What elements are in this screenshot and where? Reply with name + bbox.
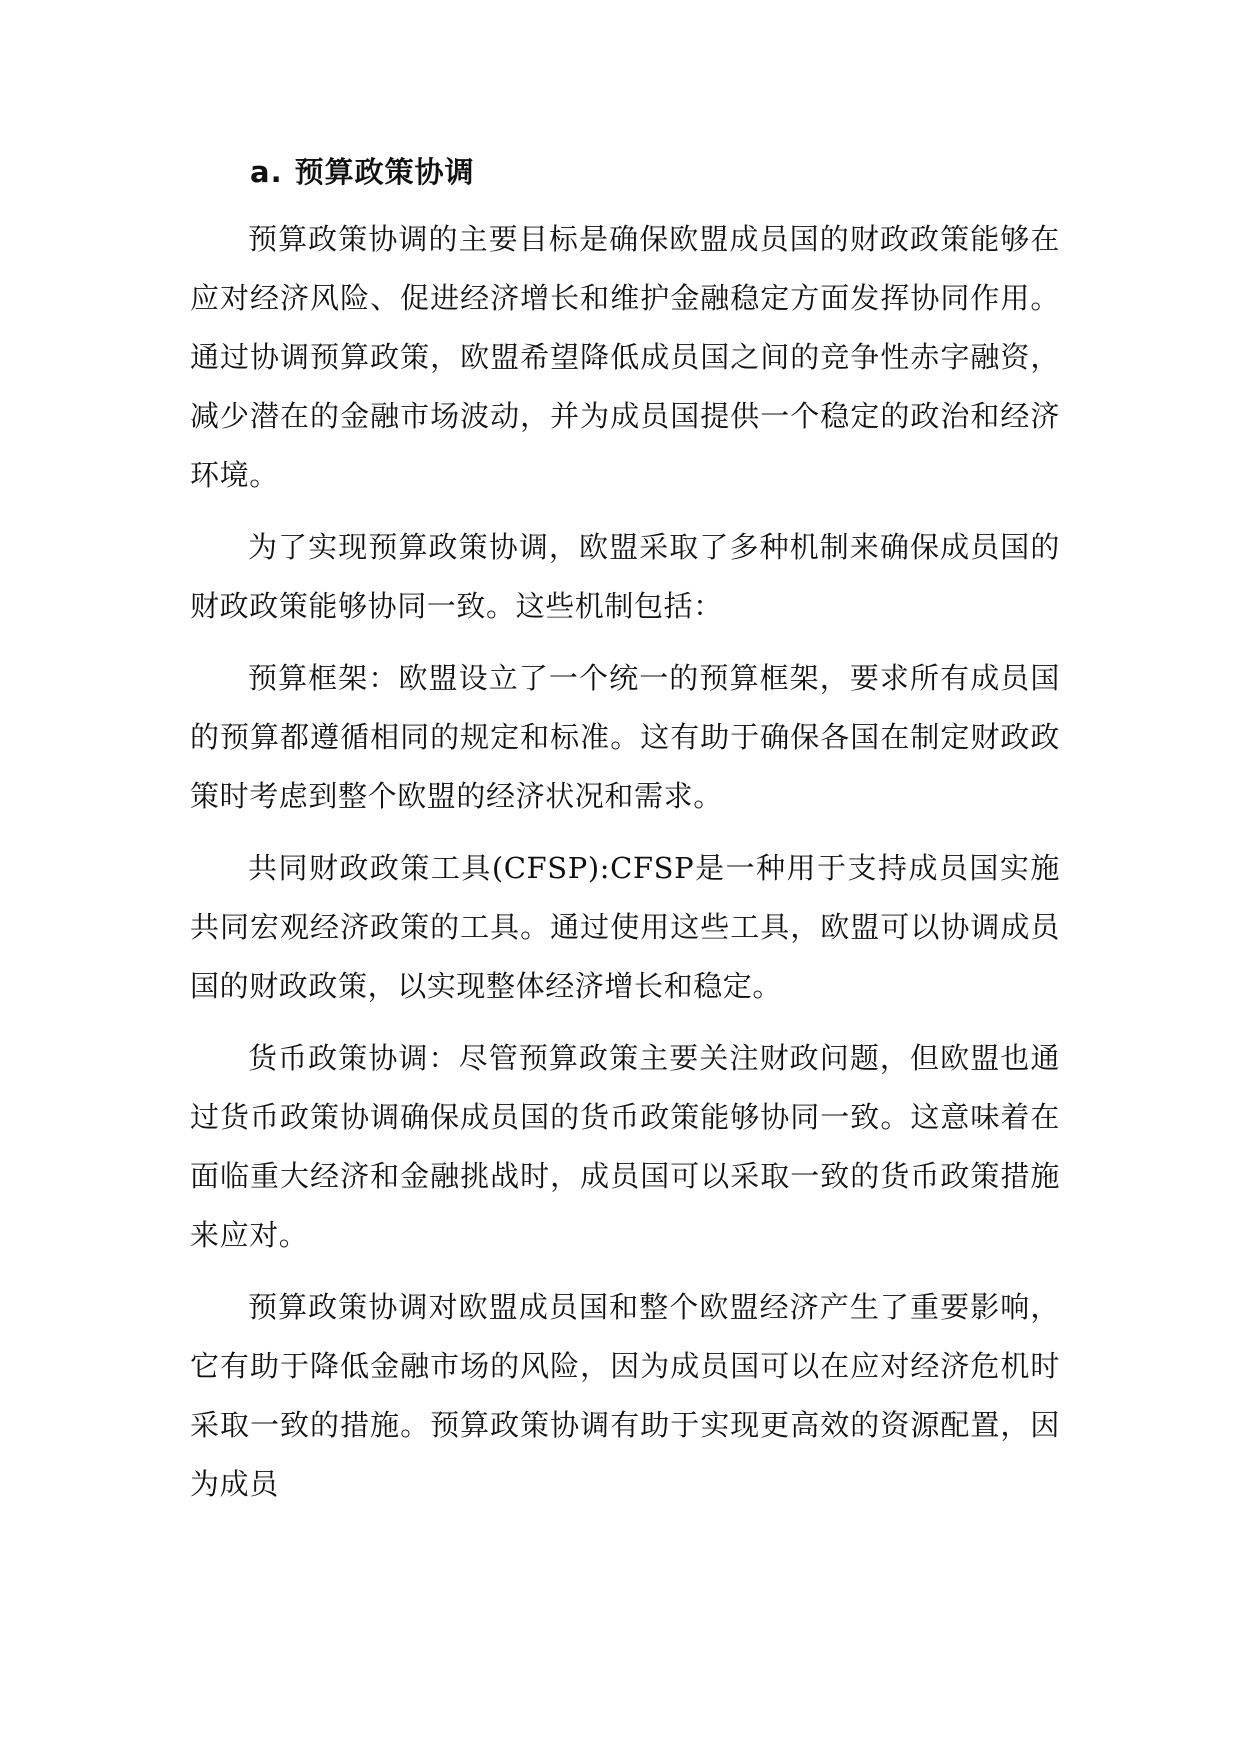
document-body: [190, 148, 1060, 1527]
paragraph-impact: 预算政策协调对欧盟成员国和整个欧盟经济产生了重要影响，它有助于降低金融市场的风险，因为成员国可以在应对经济危机时采取一致的措施。预算政策协调有助于实现更高效的资源配置，因为成员: [190, 1290, 1060, 1501]
section-heading: [250, 148, 1060, 196]
paragraph-monetary-coordination: 货币政策协调：尽管预算政策主要关注财政问题，但欧盟也通过货币政策协调确保成员国的货币政策能够协同一致。这意味着在面临重大经济和金融挑战时，成员国可以采取一致的货币政策措施来应对。: [190, 1041, 1060, 1252]
paragraph-goal: 预算政策协调的主要目标是确保欧盟成员国的财政政策能够在应对经济风险、促进经济增长和维护金融稳定方面发挥协同作用。通过协调预算政策，欧盟希望降低成员国之间的竞争性赤字融资，减少潜在的金融市场波动，并为成员国提供一个稳定的政治和经济环境。: [190, 222, 1060, 492]
paragraph-budget-framework: 预算框架：欧盟设立了一个统一的预算框架，要求所有成员国的预算都遵循相同的规定和标准。这有助于确保各国在制定财政政策时考虑到整个欧盟的经济状况和需求。: [190, 661, 1060, 813]
section-marker: a.: [250, 155, 283, 189]
paragraph-cfsp: 共同财政政策工具(CFSP):CFSP是一种用于支持成员国实施共同宏观经济政策的工具。通过使用这些工具，欧盟可以协调成员国的财政政策，以实现整体经济增长和稳定。: [190, 851, 1060, 1003]
paragraph-mechanisms-intro: 为了实现预算政策协调，欧盟采取了多种机制来确保成员国的财政政策能够协同一致。这些机制包括：: [190, 530, 1060, 623]
section-title: 预算政策协调: [294, 155, 475, 189]
